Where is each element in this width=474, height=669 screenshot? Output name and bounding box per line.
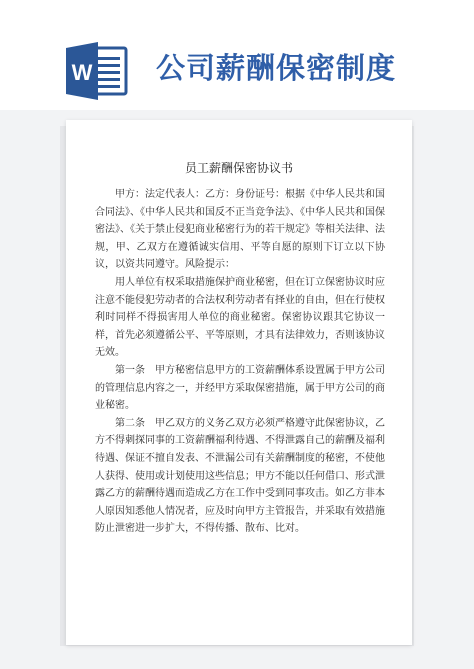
header-title: 公司薪酬保密制度 (156, 51, 397, 85)
document-page (66, 120, 412, 645)
document-body (95, 186, 385, 538)
word-document-icon (66, 42, 130, 100)
icon-letter: W (71, 60, 93, 85)
paragraph-article-1: 第一条 甲方秘密信息甲方的工资薪酬体系设置属于甲方公司的管理信息内容之一，并经甲方采取保密措施，属于甲方公司的商业秘密。 (95, 364, 385, 412)
header-banner (0, 0, 474, 110)
paragraph-risk-notice: 用人单位有权采取措施保护商业秘密，但在订立保密协议时应注意不能侵犯劳动者的合法权利劳动者有择业的自由，但在行使权利时同样不得损害用人单位的商业秘密。保密协议跟其它协议一样，首先必须遵循公平、平等原则，才具有法律效力，否则该协议无效。 (95, 276, 385, 359)
document-title: 员工薪酬保密协议书 (184, 161, 293, 175)
paragraph-article-2: 第二条 甲乙双方的义务乙双方必须严格遵守此保密协议，乙方不得刺探同事的工资薪酬福利待遇、不得泄露自己的薪酬及福利待遇、保证不擅自发表、不泄漏公司有关薪酬制度的秘密，不使他人获得、使用或计划使用这些信息；甲方不能以任何借口、形式泄露乙方的薪酬待遇而造成乙方在工作中受到同事攻击。如乙方非本人原因知悉他人情况者，应及时向甲方主管报告，并采取有效措施防止泄密进一步扩大，不得传播、散布、比对。 (95, 417, 385, 535)
paragraph-intro: 甲方：法定代表人：乙方：身份证号：根据《中华人民共和国合同法》、《中华人民共和国反不正当竞争法》、《中华人民共和国保密法》、《关于禁止侵犯商业秘密行为的若干规定》等相关法律、法规，甲、乙双方在遵循诚实信用、平等自愿的原则下订立以下协议，以资共同遵守。风险提示： (95, 189, 385, 271)
